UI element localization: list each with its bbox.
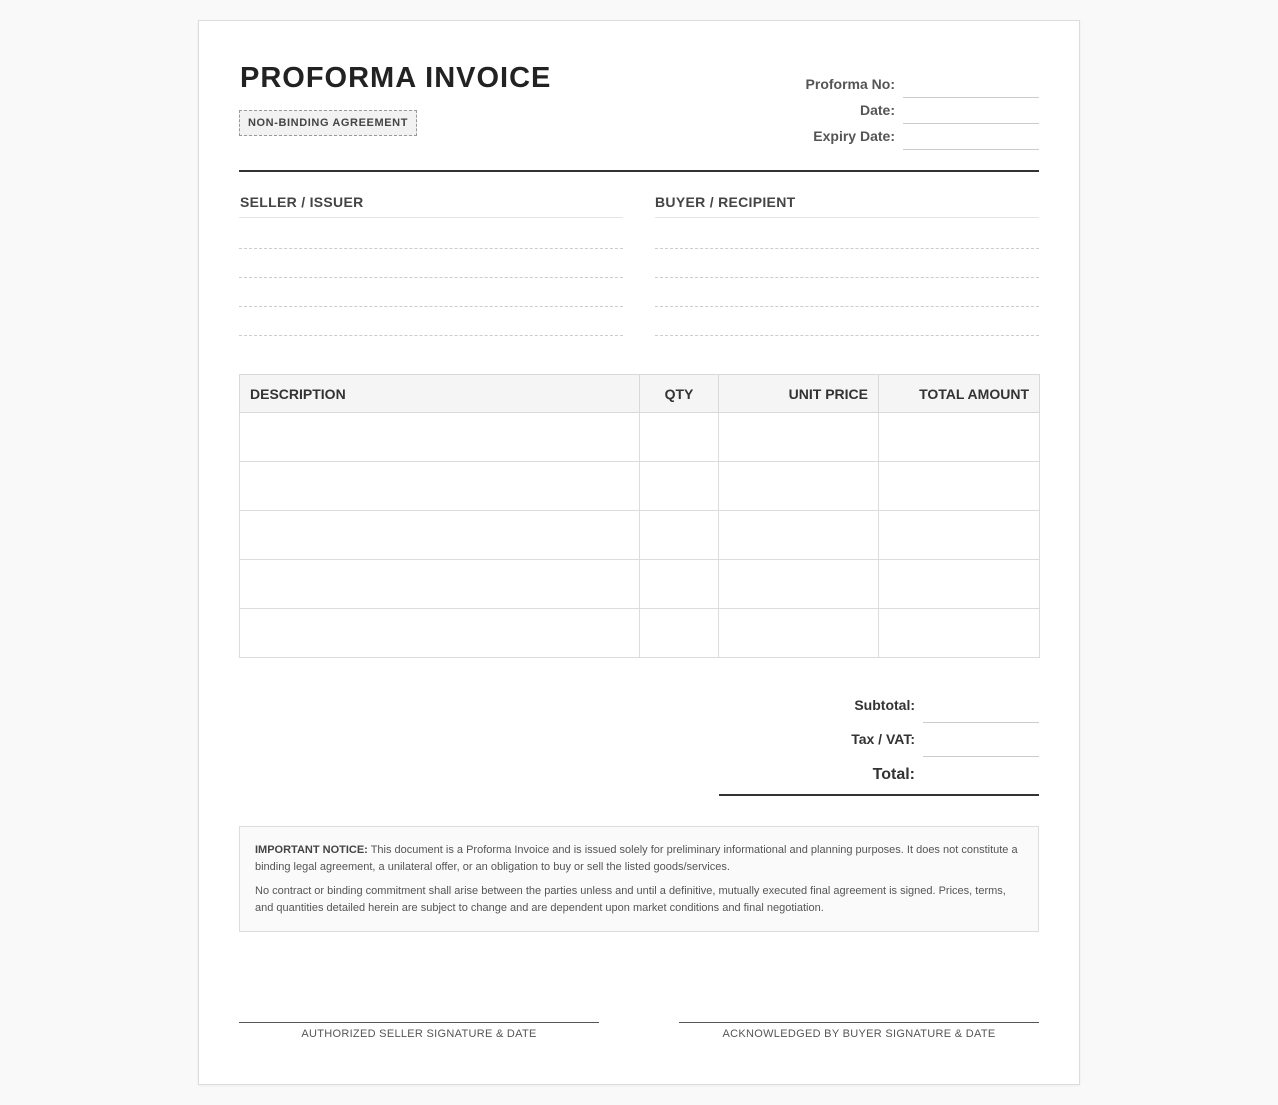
column-header-qty: QTY [640, 375, 719, 413]
buyer-line-4[interactable] [655, 335, 1039, 336]
page-title: PROFORMA INVOICE [240, 62, 552, 94]
unit-price-cell[interactable] [719, 609, 879, 658]
total-amount-cell[interactable] [879, 511, 1040, 560]
table-row [240, 609, 1040, 658]
subtotal-field[interactable] [923, 722, 1039, 723]
seller-signature-label: AUTHORIZED SELLER SIGNATURE & DATE [301, 1028, 537, 1040]
table-row [240, 413, 1040, 462]
buyer-signature-line[interactable] [679, 1022, 1039, 1023]
notice-text-1: This document is a Proforma Invoice and is issued solely for preliminary informational and planning purposes. It does not constitute a binding legal agreement, a unilateral offer, or an obligation to buy or sell the listed goods/services. [255, 844, 1018, 873]
table-row [240, 462, 1040, 511]
seller-heading: SELLER / ISSUER [240, 194, 364, 210]
table-row [240, 560, 1040, 609]
notice-paragraph-2: No contract or binding commitment shall arise between the parties unless and until a definitive, mutually executed final agreement is signed. Prices, terms, and quantities detailed herein are subject to change and are dependent upon market conditions and final negotiation. [255, 885, 1006, 914]
buyer-heading: BUYER / RECIPIENT [655, 194, 796, 210]
seller-line-3[interactable] [239, 306, 623, 307]
column-header-unit-price: UNIT PRICE [719, 375, 879, 413]
important-notice [239, 826, 1039, 932]
non-binding-badge: NON-BINDING AGREEMENT [239, 110, 417, 136]
total-label: Total: [872, 766, 915, 783]
qty-cell[interactable] [640, 462, 719, 511]
unit-price-cell[interactable] [719, 413, 879, 462]
buyer-line-1[interactable] [655, 248, 1039, 249]
proforma-no-field[interactable] [903, 97, 1039, 98]
buyer-line-3[interactable] [655, 306, 1039, 307]
column-header-description: DESCRIPTION [240, 375, 640, 413]
tax-field[interactable] [923, 756, 1039, 757]
unit-price-cell[interactable] [719, 462, 879, 511]
header-divider [239, 170, 1039, 172]
subtotal-label: Subtotal: [854, 697, 915, 713]
seller-line-2[interactable] [239, 277, 623, 278]
qty-cell[interactable] [640, 560, 719, 609]
total-field[interactable] [719, 794, 1039, 796]
date-label: Date: [859, 102, 895, 118]
unit-price-cell[interactable] [719, 560, 879, 609]
seller-signature-line[interactable] [239, 1022, 599, 1023]
buyer-heading-underline [655, 217, 1039, 218]
qty-cell[interactable] [640, 413, 719, 462]
column-header-total-amount: TOTAL AMOUNT [879, 375, 1040, 413]
notice-heading: IMPORTANT NOTICE: [255, 844, 368, 856]
unit-price-cell[interactable] [719, 511, 879, 560]
total-amount-cell[interactable] [879, 609, 1040, 658]
total-amount-cell[interactable] [879, 462, 1040, 511]
description-cell[interactable] [240, 609, 640, 658]
expiry-date-field[interactable] [903, 149, 1039, 150]
buyer-line-2[interactable] [655, 277, 1039, 278]
seller-line-4[interactable] [239, 335, 623, 336]
qty-cell[interactable] [640, 511, 719, 560]
expiry-date-label: Expiry Date: [813, 128, 895, 144]
proforma-no-label: Proforma No: [805, 76, 895, 92]
buyer-signature-label: ACKNOWLEDGED BY BUYER SIGNATURE & DATE [722, 1028, 996, 1040]
description-cell[interactable] [240, 462, 640, 511]
seller-line-1[interactable] [239, 248, 623, 249]
items-table [239, 374, 1040, 658]
table-header-row [240, 375, 1040, 413]
description-cell[interactable] [240, 511, 640, 560]
table-row [240, 511, 1040, 560]
description-cell[interactable] [240, 413, 640, 462]
invoice-page [198, 20, 1080, 1085]
qty-cell[interactable] [640, 609, 719, 658]
description-cell[interactable] [240, 560, 640, 609]
notice-paragraph-1 [255, 842, 1023, 876]
date-field[interactable] [903, 123, 1039, 124]
total-amount-cell[interactable] [879, 560, 1040, 609]
seller-heading-underline [239, 217, 623, 218]
tax-label: Tax / VAT: [851, 731, 915, 747]
total-amount-cell[interactable] [879, 413, 1040, 462]
